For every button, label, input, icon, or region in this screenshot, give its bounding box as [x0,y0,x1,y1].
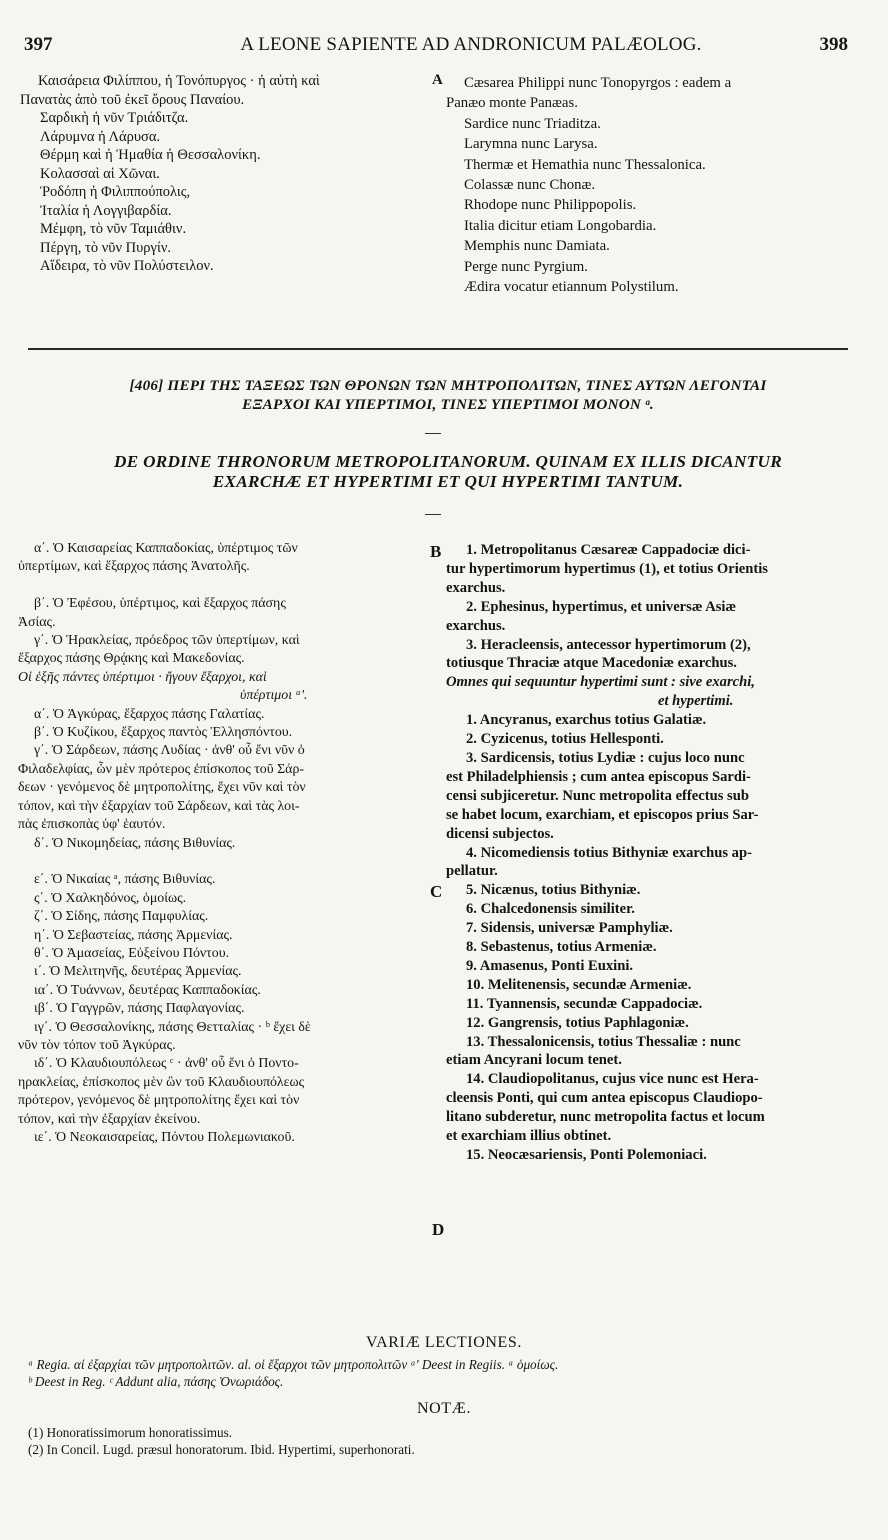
latin-place-line: Sardice nunc Triaditza. [464,115,601,132]
notae-line-1: (1) Honoratissimorum honoratissimus. [28,1425,233,1440]
latin-place-line: Colassæ nunc Chonæ. [464,177,596,194]
page-number-right: 398 [819,34,848,55]
latin-text-line: 12. Gangrensis, totius Paphlagoniæ. [466,1014,689,1031]
margin-letter-d: D [432,1220,445,1239]
latin-place-line: Panæo monte Panæas. [446,95,578,112]
latin-text-line: et exarchiam illius obtinet. [446,1128,612,1145]
variae-notes [28,1356,868,1390]
latin-text-line: 2. Ephesinus, hypertimus, et universæ Asiæ [466,598,737,615]
latin-text-line: 15. Neocæsariensis, Ponti Polemoniaci. [466,1147,707,1163]
latin-place-line: Perge nunc Pyrgium. [464,258,588,275]
body-latin-column [446,541,852,1165]
latin-text-line: tur hypertimorum hypertimus (1), et totius Orientis [446,560,768,577]
latin-text-line: exarchus. [446,579,506,596]
greek-text-line: τόπον, καὶ τὴν ἐξαρχίαν ἐκείνου. [18,1111,201,1127]
title-dash-1 [425,433,441,434]
latin-text-line: etiam Ancyrani locum tenet. [446,1052,622,1069]
greek-text-line: ιβ΄. Ὁ Γαγγρῶν, πάσης Παφλαγονίας. [34,1001,245,1017]
greek-place-line: Αἴδειρα, τὸ νῦν Πολύστειλον. [40,258,214,274]
latin-text-line: pellatur. [446,863,498,880]
greek-text-line: ὑπερτίμων, καὶ ἔξαρχος πάσης Ἀνατολῆς. [18,559,250,575]
latin-text-line: 8. Sebastenus, totius Armeniæ. [466,939,657,956]
greek-text-line: β΄. Ὁ Ἐφέσου, ὑπέρτιμος, καὶ ἔξαρχος πάσης [34,596,286,612]
latin-text-line: 5. Nicænus, totius Bithyniæ. [466,882,641,899]
greek-text-line: δεων · γενόμενος δὲ μητροπολίτης, ἔχει νῦν καὶ τὸν [18,780,306,796]
latin-text-line: 3. Sardicensis, totius Lydiæ : cujus loco nunc [466,749,745,766]
greek-text-line [18,853,444,871]
greek-text-line: ἔξαρχος πάσης Θρᾴκης καὶ Μακεδονίας. [18,651,245,667]
latin-text-line: 6. Chalcedonensis similiter. [466,901,635,918]
latin-section-title [18,452,878,492]
latin-text-line: litano subderetur, nunc metropolita factus et locum [446,1109,765,1126]
greek-place-line: Λάρυμνα ἡ Λάρυσα. [40,128,161,145]
latin-text-line: 10. Melitenensis, secundæ Armeniæ. [466,976,692,993]
greek-text-line: πὰς ἐπισκοπὰς ὑφ' ἑαυτόν. [18,817,166,833]
latin-text-line: 13. Thessalonicensis, totius Thessaliæ : nunc [466,1033,741,1050]
notae-line-2: (2) In Concil. Lugd. præsul honoratorum. Ibid. Hypertimi, superhonorati. [28,1442,415,1457]
greek-text-line: ι΄. Ὁ Μελιτηνῆς, δευτέρας Ἀρμενίας. [34,964,242,980]
latin-text-line: se habet locum, exarchiam, et episcopos prius Sar- [446,806,759,823]
notae-heading: NOTÆ. [416,1400,472,1417]
section-rule [28,348,848,350]
greek-text-line: νῦν τὸν τόπον τοῦ Ἀγκύρας. [18,1037,176,1053]
latin-text-line: totiusque Thraciæ atque Macedoniæ exarchus. [446,655,737,672]
latin-text-line: 9. Amasenus, Ponti Euxini. [466,957,634,974]
latin-place-line: Rhodope nunc Philippopolis. [464,197,637,214]
latin-text-line: 3. Heracleensis, antecessor hypertimorum (2), [466,636,751,653]
greek-text-line: ηρακλείας, ἐπίσκοπος μὲν ὢν τοῦ Κλαυδιουπόλεως [18,1074,305,1090]
greek-text-line: τόπον, καὶ τὴν ἐξαρχίαν τοῦ Σάρδεων, καὶ τὰς λοι- [18,798,300,814]
margin-letter-b: B [430,542,442,561]
latin-place-line: Larymna nunc Larysa. [464,136,598,153]
latin-text-line: censi subjiceretur. Nunc metropolita effectus sub [446,787,749,804]
variae-line-2: ᵇ Deest in Reg. ᶜ Addunt alia, πάσης Ὀνωριάδος. [28,1374,284,1389]
greek-text-line: Οἱ ἑξῆς πάντες ὑπέρτιμοι · ἤγουν ἔξαρχοι, καὶ [18,669,267,685]
running-header [24,34,848,60]
greek-text-line: ια΄. Ὁ Τυάννων, δευτέρας Καππαδοκίας. [34,982,261,998]
latin-text-line: 2. Cyzicenus, totius Hellesponti. [466,731,664,748]
running-title: A LEONE SAPIENTE AD ANDRONICUM PALÆOLOG. [240,34,702,55]
latin-title-line-1: DE ORDINE THRONORUM METROPOLITANORUM. QUINAM EX ILLIS DICANTUR [114,452,782,471]
greek-place-line: Μέμφη, τὸ νῦν Ταμιάθιν. [40,221,187,237]
latin-place-line: Cæsarea Philippi nunc Tonopyrgos : eadem a [464,75,732,91]
greek-section-title [18,376,878,414]
notae-notes [28,1424,868,1458]
greek-text-line: ζ΄. Ὁ Σίδης, πάσης Παμφυλίας. [34,909,209,925]
greek-place-line: Καισάρεια Φιλίππου, ἡ Τονόπυργος · ἡ αὐτὴ καὶ [38,73,320,89]
greek-text-line: η΄. Ὁ Σεβαστείας, πάσης Ἀρμενίας. [34,927,233,943]
latin-text-line: Omnes qui sequuntur hypertimi sunt : sive exarchi, [446,674,755,691]
body-greek-column [18,540,444,1147]
latin-place-line: Ædira vocatur etiannum Polystilum. [464,279,679,296]
greek-text-line: ιε΄. Ὁ Νεοκαισαρείας, Πόντου Πολεμωνιακοῦ. [34,1130,295,1145]
latin-text-line: dicensi subjectos. [446,825,554,842]
greek-text-line: ς΄. Ὁ Χαλκηδόνος, ὁμοίως. [34,890,187,906]
greek-title-line-2: ΕΞΑΡΧΟΙ ΚΑΙ ΥΠΕΡΤΙΜΟΙ, ΤΙΝΕΣ ΥΠΕΡΤΙΜΟΙ ΜΟΝΟΝ ᵃ. [242,396,654,413]
latin-text-line: cleensis Ponti, qui cum antea episcopus Claudiopo- [446,1090,763,1107]
greek-text-line: ὑπέρτιμοι ᵃ'. [240,688,308,704]
greek-text-line: α΄. Ὁ Καισαρείας Καππαδοκίας, ὑπέρτιμος τῶν [34,541,298,556]
latin-text-line: 1. Ancyranus, exarchus totius Galatiæ. [466,712,707,729]
greek-text-line [18,577,444,595]
latin-place-line: Thermæ et Hemathia nunc Thessalonica. [464,156,706,173]
greek-text-line: Φιλαδελφίας, ὧν μὲν πρότερος ἐπίσκοπος τοῦ Σάρ- [18,761,305,777]
margin-letter-c: C [430,882,443,901]
greek-text-line: ε΄. Ὁ Νικαίας ᵃ, πάσης Βιθυνίας. [34,872,216,888]
latin-title-line-2: EXARCHÆ ET HYPERTIMI ET QUI HYPERTIMI TANTUM. [212,472,684,491]
greek-text-line: ιδ΄. Ὁ Κλαυδιουπόλεως ᶜ · ἀνθ' οὗ ἔνι ὁ Ποντο- [34,1056,299,1072]
margin-letter-a: A [432,72,443,88]
greek-place-line: Ἰταλία ἡ Λογγιβαρδία. [40,202,172,219]
latin-place-line: Memphis nunc Damiata. [464,238,610,255]
greek-place-line: Σαρδικὴ ἡ νῦν Τριάδιτζα. [40,110,189,126]
latin-text-line: 11. Tyannensis, secundæ Cappadociæ. [466,995,703,1012]
greek-text-line: β΄. Ὁ Κυζίκου, ἔξαρχος παντὸς Ἑλλησπόντου. [34,725,293,741]
variae-line-1: ᵃ Regia. αἱ ἐξαρχίαι τῶν μητροπολιτῶν. al. οἱ ἔξαρχοι τῶν μητροπολιτῶν ᵃ' Deest in Regiis. ᵃ ὁμοίως. [28,1357,559,1372]
latin-text-line: et hypertimi. [658,693,734,710]
greek-place-line: Πανατὰς ἀπὸ τοῦ ἐκεῖ ὄρους Παναίου. [20,91,245,108]
variae-heading: VARIÆ LECTIONES. [366,1334,522,1351]
greek-text-line: ιγ΄. Ὁ Θεσσαλονίκης, πάσης Θετταλίας · ᵇ ἔχει δὲ [34,1019,311,1035]
greek-place-line: Θέρμη καὶ ἡ Ἡμαθία ἡ Θεσσαλονίκη. [40,147,261,163]
top-latin-column [446,73,864,297]
greek-text-line: πρότερον, γενόμενος δὲ μητροπολίτης ἔχει καὶ τὸν [18,1093,300,1109]
greek-place-line: Πέργη, τὸ νῦν Πυργίν. [40,239,172,256]
latin-place-line: Italia dicitur etiam Longobardia. [464,217,657,234]
greek-text-line: γ΄. Ὁ Σάρδεων, πάσης Λυδίας · ἀνθ' οὗ ἔνι νῦν ὁ [34,743,305,759]
latin-text-line: est Philadelphiensis ; cum antea episcopus Sardi- [446,768,751,785]
page-number-left: 397 [24,34,53,55]
latin-text-line: exarchus. [446,617,506,634]
greek-text-line: α΄. Ὁ Ἀγκύρας, ἔξαρχος πάσης Γαλατίας. [34,706,265,722]
title-dash-2 [425,514,441,515]
latin-text-line: 14. Claudiopolitanus, cujus vice nunc est Hera- [466,1071,759,1088]
greek-place-line: Ῥοδόπη ἡ Φιλιππούπολις, [40,184,191,200]
latin-text-line: 7. Sidensis, universæ Pamphyliæ. [466,920,673,937]
top-greek-column [20,72,450,276]
greek-title-line-1: [406] ΠΕΡΙ ΤΗΣ ΤΑΞΕΩΣ ΤΩΝ ΘΡΟΝΩΝ ΤΩΝ ΜΗΤΡΟΠΟΛΙΤΩΝ, ΤΙΝΕΣ ΑΥΤΩΝ ΛΕΓΟΝΤΑΙ [129,377,767,394]
greek-text-line: δ΄. Ὁ Νικομηδείας, πάσης Βιθυνίας. [34,835,236,851]
latin-text-line: 4. Nicomediensis totius Bithyniæ exarchus ap- [466,844,752,861]
greek-place-line: Κολασσαὶ αἱ Χῶναι. [40,165,160,182]
greek-text-line: γ΄. Ὁ Ἡρακλείας, πρόεδρος τῶν ὑπερτίμων, καὶ [34,633,300,649]
latin-text-line: 1. Metropolitanus Cæsareæ Cappadociæ dici- [466,542,751,558]
greek-text-line: θ΄. Ὁ Ἀμασείας, Εὐξείνου Πόντου. [34,945,230,961]
greek-text-line: Ἀσίας. [18,614,56,630]
